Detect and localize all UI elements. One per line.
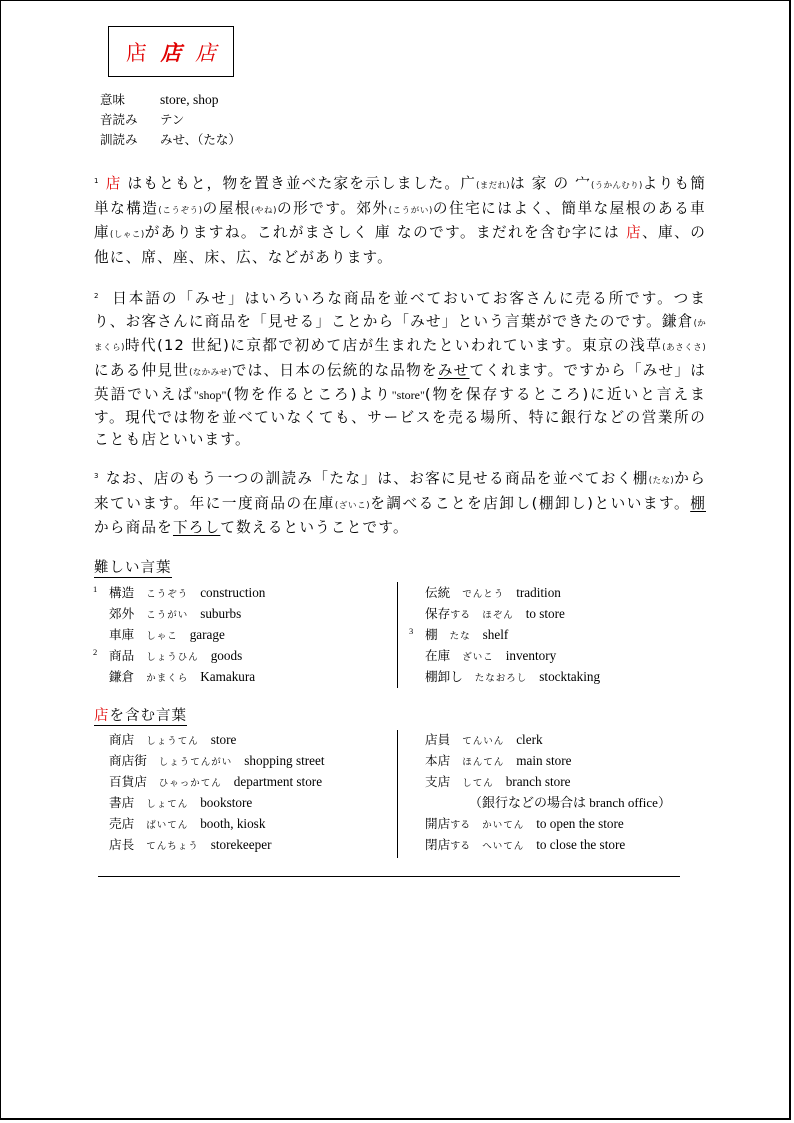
vocab-word: 車庫	[109, 627, 135, 642]
vocab-reading: ばいてん	[146, 820, 189, 831]
column-divider	[397, 730, 398, 858]
kun-reading-row	[100, 130, 241, 150]
underlined-text: 棚	[690, 494, 706, 512]
vocab-word: 商店	[109, 732, 135, 747]
vocab-word: 開店	[425, 816, 451, 831]
vocab-word: 売店	[109, 816, 135, 831]
vocab-word: 書店	[109, 795, 135, 810]
vocab-english: inventory	[505, 648, 557, 663]
kanji-glyph-regular: 店	[125, 40, 147, 65]
reading: (しゃこ)	[110, 230, 145, 240]
vocab-item	[109, 834, 325, 855]
vocab-word: 店長	[109, 837, 135, 852]
vocab-reading: こうぞう	[146, 589, 189, 600]
english-quote: "shop"	[193, 388, 227, 402]
vocab-english: Kamakura	[200, 669, 256, 684]
kanji-glyph-italic: 店	[195, 40, 217, 65]
title-text: を含む言葉	[109, 708, 187, 724]
vocab-reading: たな	[449, 631, 471, 642]
vocab-english: main store	[516, 753, 572, 768]
vocab-english: booth, kiosk	[200, 816, 266, 831]
on-reading-row	[100, 110, 241, 130]
text: では、日本の伝統的な品物を	[231, 361, 438, 379]
containing-words-title	[94, 707, 187, 726]
vocab-reading: てんいん	[462, 736, 505, 747]
vocab-word: 在庫	[425, 648, 451, 663]
meaning-row	[100, 90, 241, 110]
vocab-english: department store	[233, 774, 323, 789]
text: (物を保存するところ)に近いと言えます。現代では物を並べていなくても、サービスを売る場所、特に銀行などの営業所のことも店といいます。	[94, 386, 706, 448]
vocab-reading: へいてん	[482, 841, 525, 852]
vocab-item	[425, 729, 671, 750]
reading: (まだれ)	[476, 181, 510, 191]
vocab-suffix: する	[450, 841, 471, 852]
vocab-english: suburbs	[200, 606, 242, 621]
vocab-word: 本店	[425, 753, 451, 768]
info-label: 音読み	[100, 112, 138, 127]
vocab-reading: してん	[462, 778, 494, 789]
vocab-reading: しょうひん	[146, 652, 199, 663]
text: の屋根	[202, 199, 251, 217]
vocab-note: （銀行などの場合は branch office）	[469, 795, 671, 810]
reading: (あさくさ)	[662, 343, 706, 353]
difficult-words-right	[409, 582, 601, 687]
vocab-reading: しゃこ	[146, 631, 178, 642]
vocab-english: garage	[189, 627, 225, 642]
vocab-item	[425, 666, 600, 687]
vocab-word: 保存	[425, 606, 451, 621]
horizontal-rule	[98, 876, 680, 877]
text: から商品を	[94, 519, 173, 536]
text: を調べることを店卸し(棚卸し)といいます。	[369, 494, 691, 512]
vocab-item	[109, 624, 265, 645]
vocab-item	[109, 750, 325, 771]
vocab-word: 店員	[425, 732, 451, 747]
text: て数えるということです。	[220, 519, 409, 536]
info-label: 意味	[100, 92, 126, 107]
vocab-suffix: する	[450, 610, 471, 621]
text: よりも簡単な構造	[94, 175, 706, 217]
vocab-item	[425, 750, 671, 771]
vocab-item	[109, 729, 325, 750]
vocab-word: 商品	[109, 648, 135, 663]
vocab-word: 商店街	[109, 753, 147, 768]
vocab-item	[109, 666, 265, 687]
text: 日本語の「みせ」はいろいろな商品を並べておいてお客さんに売る所です。つまり、お客さんに商品を「見せる」ことから「みせ」という言葉ができたのです。鎌倉	[94, 290, 706, 330]
vocab-word: 百貨店	[109, 774, 147, 789]
text: から来ています。年に一度商品の在庫	[94, 470, 706, 512]
vocab-item	[425, 645, 600, 666]
vocab-english: stocktaking	[539, 669, 601, 684]
vocab-reading: ひゃっかてん	[158, 778, 222, 789]
vocab-english: tradition	[516, 585, 561, 600]
vocab-word: 構造	[109, 585, 135, 600]
vocab-item	[425, 834, 671, 855]
vocab-reading: しょうてん	[146, 736, 199, 747]
vocab-item	[425, 582, 600, 603]
reading: (こうがい)	[388, 205, 433, 216]
text: はもともと，物を置き並べた家を示しました。广	[121, 175, 477, 192]
paragraph-3	[94, 468, 706, 540]
vocab-item	[425, 813, 671, 834]
vocab-word: 伝統	[425, 585, 451, 600]
vocab-word: 鎌倉	[109, 669, 135, 684]
info-label: 訓読み	[100, 132, 138, 147]
vocab-reading: かまくら	[146, 673, 189, 684]
text: (物を作るところ)より	[226, 386, 392, 403]
footnote-number: 1	[93, 584, 98, 594]
text: 、庫、の他に、席、座、床、広、などがあります。	[94, 224, 706, 266]
vocab-english: to store	[525, 606, 565, 621]
text: てくれます。ですから「みせ」は英語でいえば	[94, 361, 706, 403]
text: は 家 の 宀	[509, 175, 592, 192]
vocab-english: branch store	[505, 774, 571, 789]
text: 時代(12 世紀)に京都で初めて店が生まれたといわれています。東京の浅草	[124, 337, 663, 354]
info-value: みせ、（たな）	[160, 132, 241, 147]
title-kanji: 店	[94, 708, 110, 724]
kanji-display-box	[108, 26, 234, 77]
footnote-number: 2	[94, 292, 100, 300]
vocab-english: store	[210, 732, 237, 747]
vocab-item	[425, 603, 600, 624]
reading: (かまくら)	[94, 318, 706, 353]
english-quote: "store"	[391, 388, 425, 402]
footnote-number: 3	[94, 472, 100, 480]
vocab-word: 棚卸し	[425, 669, 463, 684]
highlight-kanji: 店	[105, 175, 122, 192]
footnote-number: 1	[94, 177, 100, 185]
vocab-english: shelf	[482, 627, 509, 642]
vocab-english: bookstore	[200, 795, 253, 810]
reading: (こうぞう)	[158, 205, 203, 216]
kanji-glyph-bold: 店	[160, 40, 182, 65]
vocab-item	[425, 792, 671, 813]
vocab-english: goods	[210, 648, 243, 663]
reading: (ざいこ)	[334, 500, 370, 511]
containing-words-right	[425, 729, 671, 855]
vocab-reading: ほぞん	[482, 610, 514, 621]
difficult-words-left	[93, 582, 266, 687]
paragraph-2	[94, 288, 706, 452]
vocab-word: 支店	[425, 774, 451, 789]
kanji-info	[100, 90, 241, 150]
vocab-item	[109, 771, 325, 792]
vocab-item	[425, 771, 671, 792]
vocab-reading: こうがい	[146, 610, 189, 621]
footnote-number: 3	[409, 626, 414, 636]
vocab-reading: でんとう	[462, 589, 505, 600]
vocab-english: shopping street	[244, 753, 325, 768]
text: にある仲見世	[94, 361, 190, 379]
vocab-english: to close the store	[536, 837, 626, 852]
info-value: テン	[160, 112, 185, 127]
text: の住宅にはよく、簡単な屋根のある車庫	[94, 199, 706, 241]
vocab-reading: たなおろし	[474, 673, 528, 684]
vocab-reading: ほんてん	[462, 757, 505, 768]
reading: (うかんむり)	[591, 181, 643, 191]
vocab-english: to open the store	[536, 816, 624, 831]
vocab-reading: ざいこ	[462, 652, 494, 663]
info-value: store, shop	[160, 92, 219, 107]
vocab-english: construction	[200, 585, 266, 600]
vocab-word: 郊外	[109, 606, 135, 621]
footnote-number: 2	[93, 647, 98, 657]
paragraph-1	[94, 173, 706, 269]
reading: (たな)	[648, 476, 675, 486]
reading: (やね)	[250, 205, 277, 216]
text: がありますね。これがまさしく 庫 なのです。まだれを含む字には	[144, 224, 627, 241]
vocab-item	[409, 624, 600, 645]
underlined-text: みせ	[437, 361, 470, 379]
underlined-text: 下ろし	[172, 519, 221, 536]
vocab-suffix: する	[450, 820, 471, 831]
vocab-word: 閉店	[425, 837, 451, 852]
highlight-kanji: 店	[626, 224, 643, 241]
difficult-words-title: 難しい言葉	[94, 560, 172, 576]
vocab-item	[109, 792, 325, 813]
containing-words-left	[109, 729, 325, 855]
text: なお、店のもう一つの訓読み「たな」は、お客に見せる商品を並べておく棚	[105, 470, 649, 487]
reading: (なかみせ)	[189, 367, 232, 378]
vocab-word: 棚	[425, 627, 438, 642]
vocab-item	[109, 813, 325, 834]
vocab-reading: しょうてんがい	[158, 757, 233, 768]
vocab-item	[93, 582, 266, 603]
vocab-item	[93, 645, 265, 666]
vocab-english: clerk	[516, 732, 543, 747]
text: の形です。郊外	[276, 199, 389, 217]
column-divider	[397, 582, 398, 688]
vocab-reading: しょてん	[146, 799, 189, 810]
vocab-reading: かいてん	[482, 820, 525, 831]
vocab-item	[109, 603, 265, 624]
vocab-english: storekeeper	[210, 837, 272, 852]
vocab-reading: てんちょう	[146, 841, 199, 852]
